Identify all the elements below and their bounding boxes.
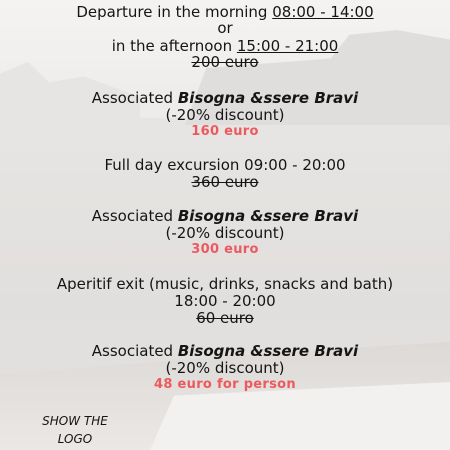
or-line: or <box>217 19 233 37</box>
afternoon-time: 15:00 - 21:00 <box>236 37 339 55</box>
brand-name: Bisogna &ssere Bravi <box>177 342 359 360</box>
associated-line: Associated Bisogna &ssere Bravi <box>91 342 359 360</box>
show-logo-line2: LOGO <box>57 432 93 446</box>
full-day-old-price: 360 euro <box>191 173 259 191</box>
aperitif-time: 18:00 - 20:00 <box>174 292 276 310</box>
morning-time: 08:00 - 14:00 <box>272 3 374 21</box>
discount-line: (-20% discount) <box>165 359 285 377</box>
full-day-new-price: 300 euro <box>191 242 259 257</box>
brand-name: Bisogna &ssere Bravi <box>177 89 359 107</box>
full-day-title: Full day excursion 09:00 - 20:00 <box>104 156 346 174</box>
afternoon-label: in the afternoon <box>111 37 233 55</box>
aperitif-old-price: 60 euro <box>196 309 254 327</box>
aperitif-title: Aperitif exit (music, drinks, snacks and bath) <box>56 275 394 293</box>
associated-line: Associated Bisogna &ssere Bravi <box>91 89 359 107</box>
brand-name: Bisogna &ssere Bravi <box>177 207 359 225</box>
associated-line: Associated Bisogna &ssere Bravi <box>91 207 359 225</box>
half-day-old-price: 200 euro <box>191 53 259 71</box>
discount-line: (-20% discount) <box>165 106 285 124</box>
discount-line: (-20% discount) <box>165 224 285 242</box>
half-day-new-price: 160 euro <box>191 124 259 139</box>
aperitif-new-price: 48 euro for person <box>154 377 296 392</box>
morning-label: Departure in the morning <box>76 3 268 21</box>
show-logo-line1: SHOW THE <box>42 414 108 428</box>
